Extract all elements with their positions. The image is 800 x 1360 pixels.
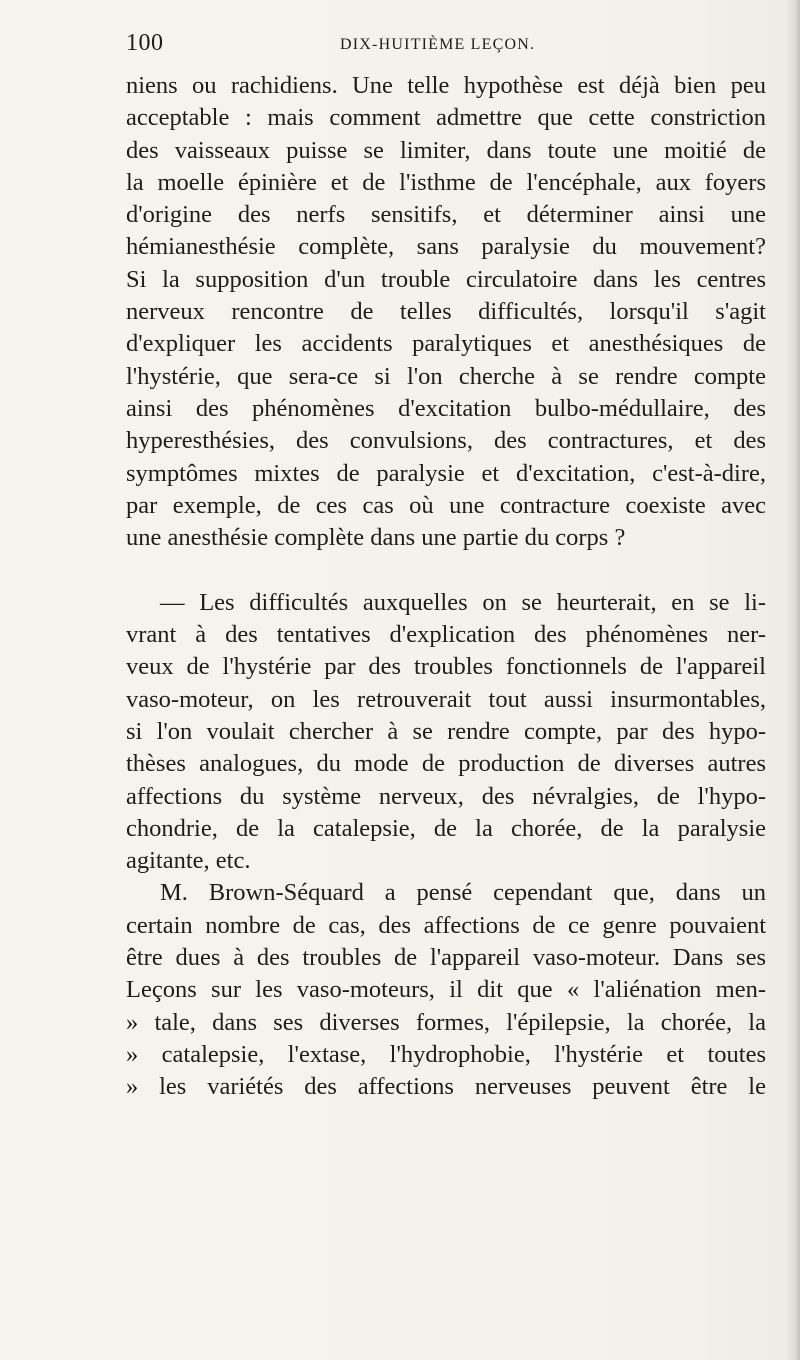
running-head: DIX-HUITIÈME LEÇON. [340,36,536,53]
text-line: d'origine des nerfs sensitifs, et déterminer ainsi une [126,201,766,229]
text-line: si l'on voulait chercher à se rendre compte, par des hypo- [126,717,766,745]
text-line: d'expliquer les accidents paralytiques et anesthésiques de [126,330,766,358]
text-line: thèses analogues, du mode de production de diverses autres [126,750,766,778]
text-line: agitante, etc. [126,847,251,875]
text-line: M. Brown-Séquard a pensé cependant que, dans un [160,879,766,907]
text-line: une anesthésie complète dans une partie du corps ? [126,524,626,552]
body-text [126,70,766,1104]
text-line: affections du système nerveux, des névralgies, de l'hypo- [126,782,766,810]
text-line: être dues à des troubles de l'appareil vaso-moteur. Dans ses [126,944,766,972]
text-line: chondrie, de la catalepsie, de la chorée, de la paralysie [126,814,766,842]
text-line: hyperesthésies, des convulsions, des contractures, et des [126,427,766,455]
text-line: acceptable : mais comment admettre que cette constriction [126,104,766,132]
text-line: » tale, dans ses diverses formes, l'épilepsie, la chorée, la [126,1008,766,1036]
text-line: hémianesthésie complète, sans paralysie du mouvement? [126,233,766,261]
text-line: certain nombre de cas, des affections de ce genre pouvaient [126,911,766,939]
text-line: Leçons sur les vaso-moteurs, il dit que « l'aliénation men- [126,976,766,1004]
text-line: veux de l'hystérie par des troubles fonctionnels de l'appareil [126,653,766,681]
text-line: Si la supposition d'un trouble circulatoire dans les centres [126,265,766,293]
text-line: — Les difficultés auxquelles on se heurterait, en se li- [160,588,766,616]
text-line: vaso-moteur, on les retrouverait tout aussi insurmontables, [126,685,766,713]
text-line: » les variétés des affections nerveuses peuvent être le [126,1073,766,1101]
text-line: vrant à des tentatives d'explication des phénomènes ner- [126,621,766,649]
paragraph-gap [126,554,766,586]
text-line: la moelle épinière et de l'isthme de l'encéphale, aux foyers [126,168,766,196]
page-header [126,30,766,64]
text-line: l'hystérie, que sera-ce si l'on cherche à se rendre compte [126,362,766,390]
page-edge-shadow [786,0,800,1360]
text-line: symptômes mixtes de paralysie et d'excitation, c'est-à-dire, [126,459,766,487]
text-line: » catalepsie, l'extase, l'hydrophobie, l'hystérie et toutes [126,1040,766,1068]
text-line: ainsi des phénomènes d'excitation bulbo-médullaire, des [126,394,766,422]
text-line: par exemple, de ces cas où une contracture coexiste avec [126,491,766,519]
text-line: nerveux rencontre de telles difficultés, lorsqu'il s'agit [126,298,766,326]
text-line: niens ou rachidiens. Une telle hypothèse est déjà bien peu [126,72,766,99]
text-line: des vaisseaux puisse se limiter, dans toute une moitié de [126,136,766,164]
page-number: 100 [126,30,164,56]
